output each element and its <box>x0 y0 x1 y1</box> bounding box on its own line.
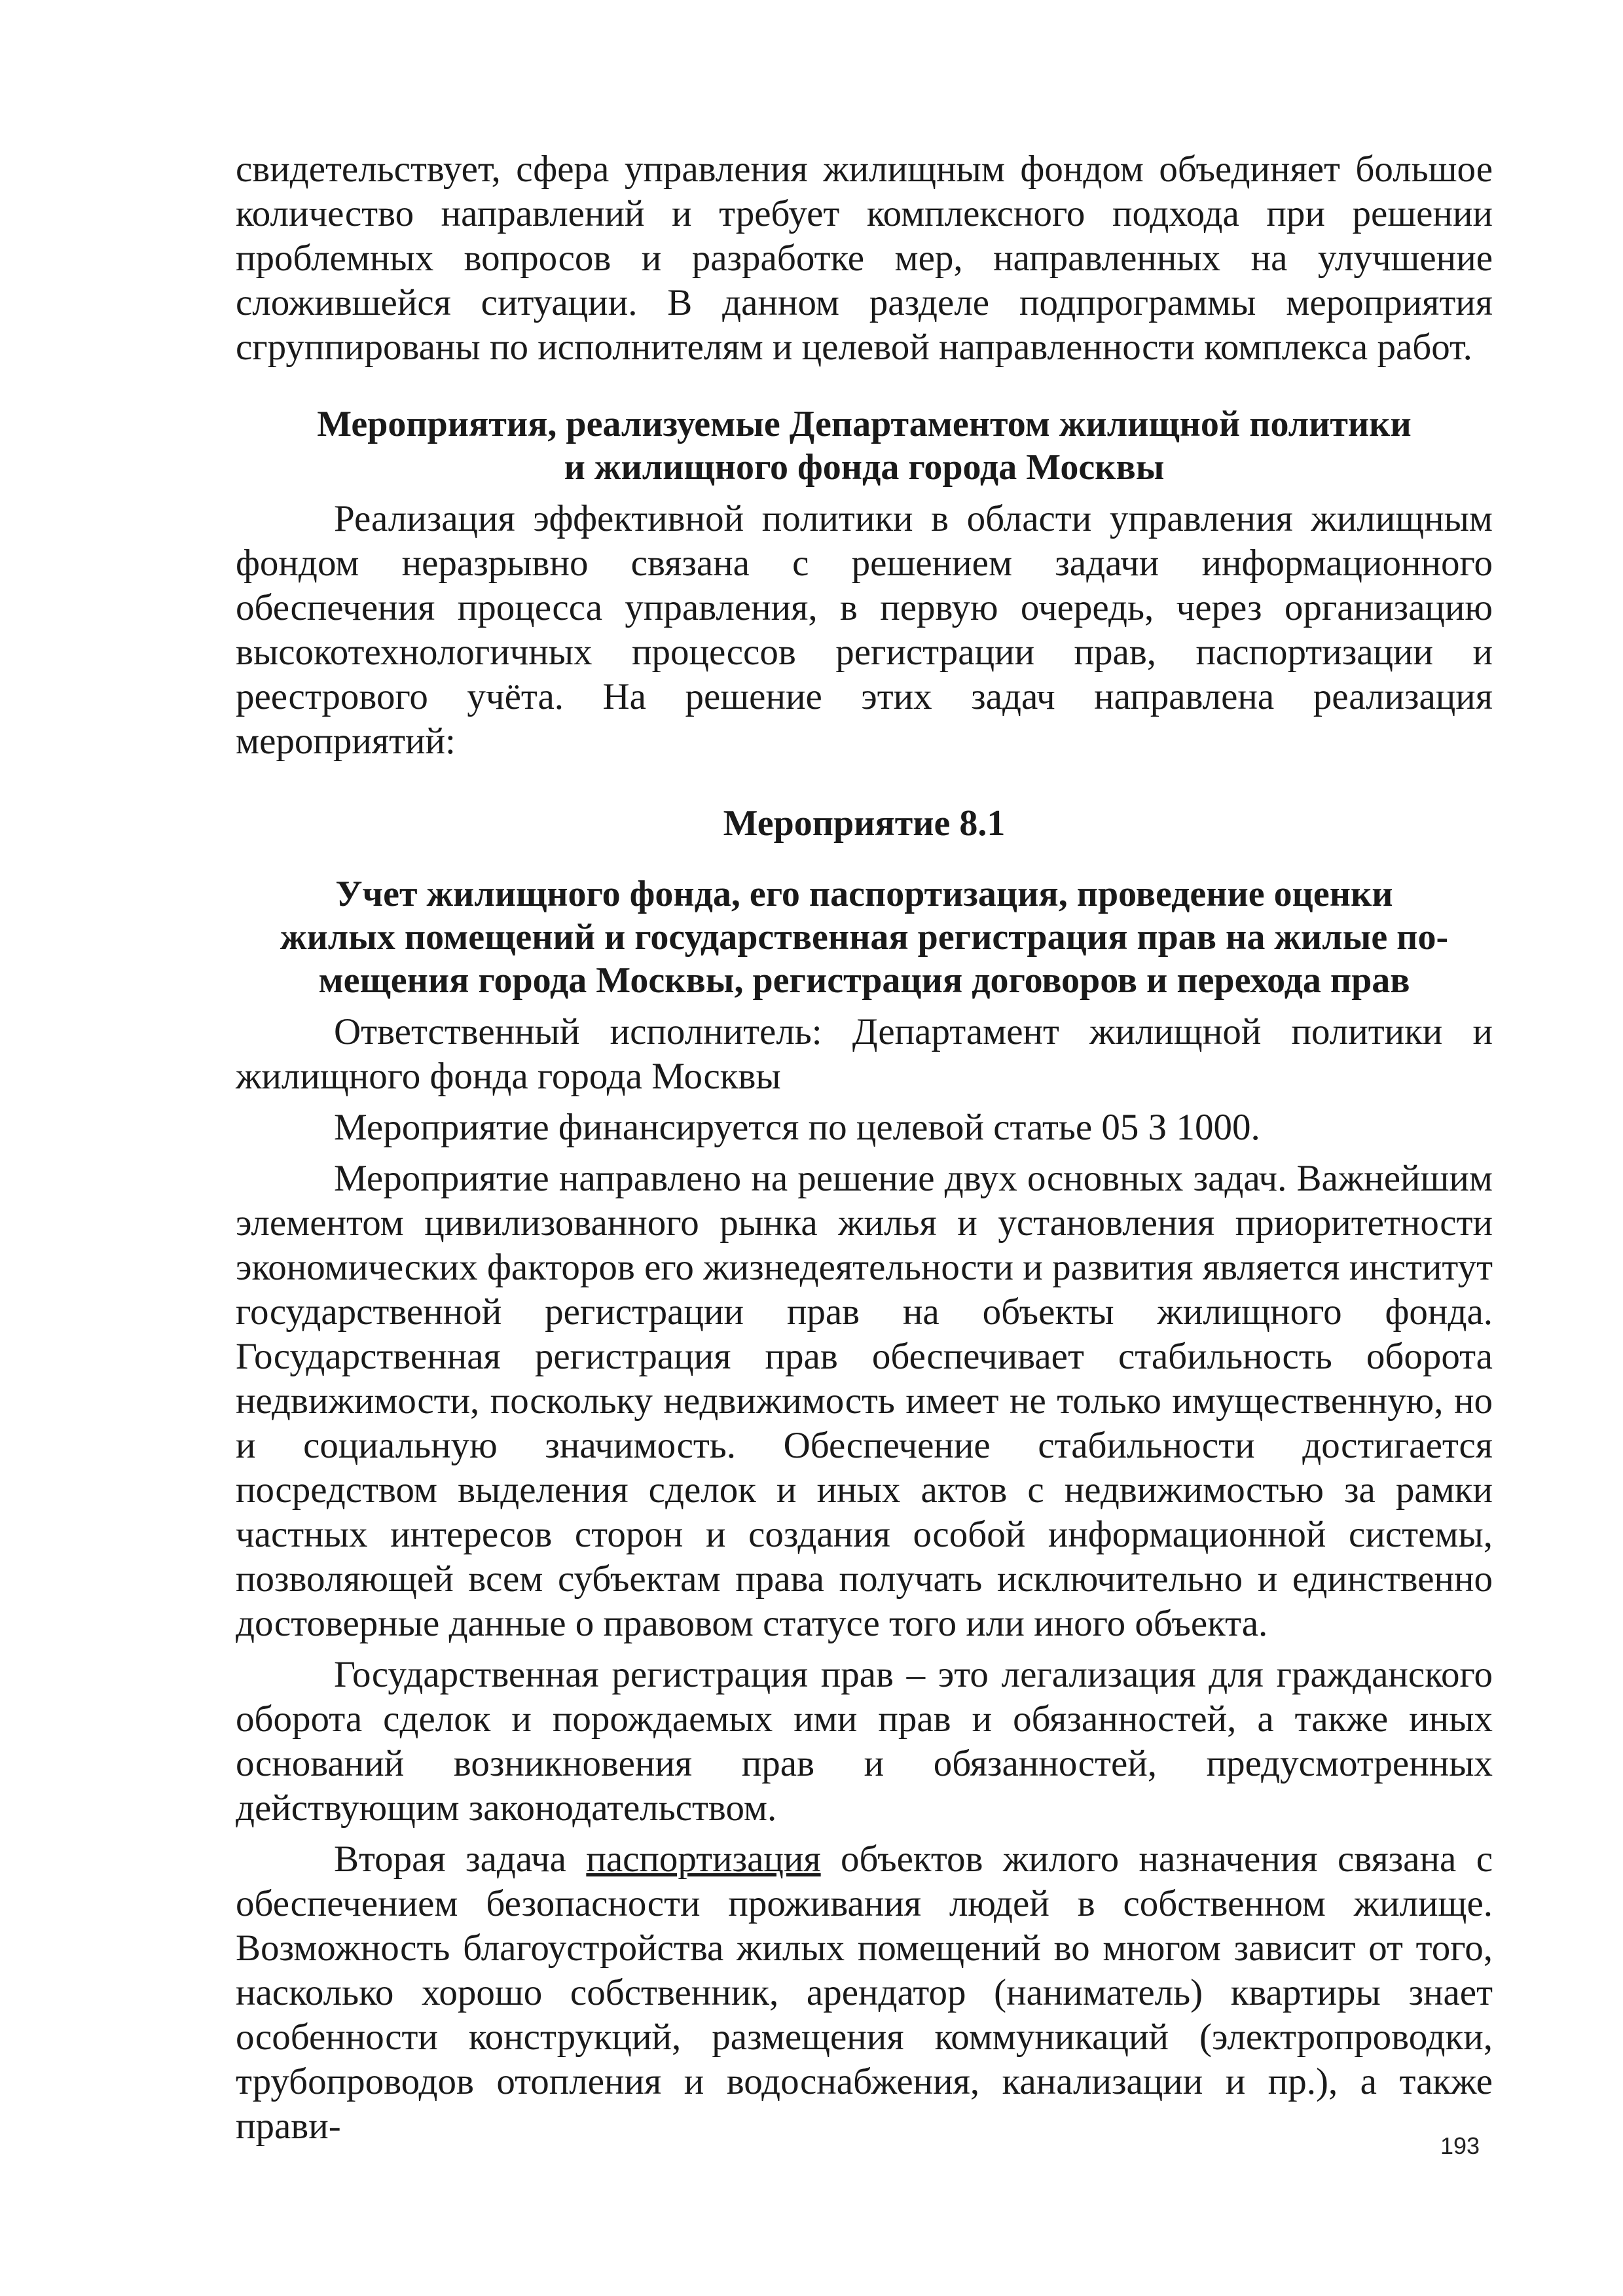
measure-title-line-2: жилых помещений и государственная регистрация прав на жилые по- <box>280 917 1449 958</box>
measure-title-line-1: Учет жилищного фонда, его паспортизация, проведение оценки <box>335 874 1393 914</box>
section-heading <box>236 403 1493 489</box>
measure-title-line-3: мещения города Москвы, регистрация договоров и перехода прав <box>318 960 1410 1001</box>
section-heading-line-2: и жилищного фонда города Москвы <box>564 447 1165 488</box>
tasks-paragraph: Мероприятие направлено на решение двух основных задач. Важнейшим элементом цивилизованного рынка жилья и установления приоритетности экономических факторов его жизнедеятельности и развития является институт государственной регистрации прав на объекты жилищного фонда. Государственная регистрация прав обеспечивает стабильность оборота недвижимости, поскольку недвижимость имеет не только имущественную, но и социальную значимость. Обеспечение стабильности достигается посредством выделения сделок и иных актов с недвижимостью за рамки частных интересов сторон и создания особой информационной системы, позволяющей всем субъектам права получать исключительно и единственно достоверные данные о правовом статусе того или иного объекта. <box>236 1158 1493 1644</box>
registration-paragraph: Государственная регистрация прав – это легализация для гражданского оборота сделок и порождаемых ими прав и обязанностей, а также иных оснований возникновения прав и обязанностей, предусмотренных действующим законодательством. <box>236 1654 1493 1829</box>
financing-note: Мероприятие финансируется по целевой статье 05 З 1000. <box>334 1107 1260 1148</box>
measure-title <box>236 872 1493 1002</box>
section-heading-line-1: Мероприятия, реализуемые Департаментом жилищной политики <box>317 404 1412 444</box>
document-page <box>236 147 1493 2149</box>
responsible-executor: Ответственный исполнитель: Департамент жилищной политики и жилищного фонда города Москвы <box>236 1011 1493 1097</box>
underlined-term: паспортизация <box>586 1839 821 1880</box>
second-task-text-start: Вторая задача <box>334 1839 587 1880</box>
second-task-paragraph <box>236 1837 1493 2149</box>
measure-number: Мероприятие 8.1 <box>723 803 1006 844</box>
intro-paragraph: Реализация эффективной политики в области управления жилищным фондом неразрывно связана с решением задачи информационного обеспечения процесса управления, в первую очередь, через организацию высокотехнологичных процессов регистрации прав, паспортизации и реестрового учёта. На решение этих задач направлена реализация мероприятий: <box>236 498 1493 762</box>
page-number: 193 <box>1440 2132 1480 2159</box>
second-task-text-end: объектов жилого назначения связана с обеспечением безопасности проживания людей в собственном жилище. Возможность благоустройства жилых помещений во многом зависит от того, насколько хорошо собственник, арендатор (наниматель) квартиры знает особенности конструкций, размещения коммуникаций (электропроводки, трубопроводов отопления и водоснабжения, канализации и пр.), а также прави- <box>236 1839 1493 2147</box>
opening-paragraph: свидетельствует, сфера управления жилищным фондом объединяет большое количество направлений и требует комплексного подхода при решении проблемных вопросов и разработке мер, направленных на улучшение сложившейся ситуации. В данном разделе подпрограммы мероприятия сгруппированы по исполнителям и целевой направленности комплекса работ. <box>236 149 1493 368</box>
